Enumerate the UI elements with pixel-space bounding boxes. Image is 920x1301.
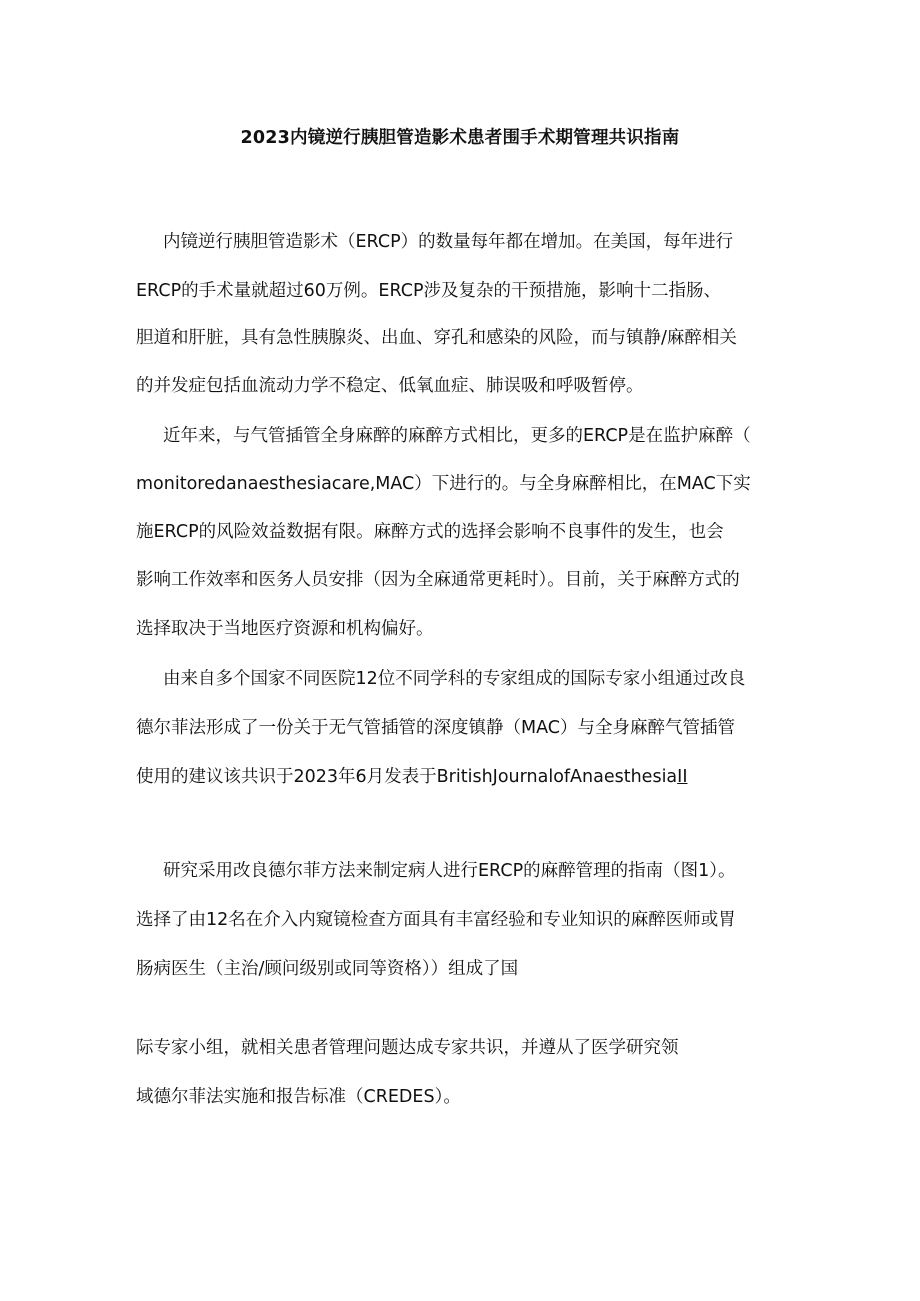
paragraph-2-line-5: 选择取决于当地医疗资源和机构偏好。 bbox=[136, 619, 434, 639]
paragraph-5-line-2: 域德尔菲法实施和报告标准（CREDES）。 bbox=[136, 1087, 461, 1107]
paragraph-3-line-2: 德尔菲法形成了一份关于无气管插管的深度镇静（MAC）与全身麻醉气管插管 bbox=[136, 718, 735, 738]
paragraph-4-line-1: 研究采用改良德尔菲方法来制定病人进行ERCP的麻醉管理的指南（图1）。 bbox=[163, 861, 736, 881]
paragraph-4-line-2: 选择了由12名在介入内窥镜检查方面具有丰富经验和专业知识的麻醉医师或胃 bbox=[136, 910, 736, 930]
paragraph-1-line-2: ERCP的手术量就超过60万例。ERCP涉及复杂的干预措施，影响十二指肠、 bbox=[136, 281, 722, 301]
paragraph-1-line-3: 胆道和肝脏，具有急性胰腺炎、出血、穿孔和感染的风险，而与镇静/麻醉相关 bbox=[136, 328, 737, 348]
paragraph-2-line-3: 施ERCP的风险效益数据有限。麻醉方式的选择会影响不良事件的发生，也会 bbox=[136, 522, 724, 542]
paragraph-3-line-3 bbox=[136, 765, 687, 789]
paragraph-1-line-4: 的并发症包括血流动力学不稳定、低氧血症、肺误吸和呼吸暂停。 bbox=[136, 376, 644, 396]
document-title: 2023内镜逆行胰胆管造影术患者围手术期管理共识指南 bbox=[240, 128, 680, 148]
paragraph-4-line-3: 肠病医生（主治/顾问级别或同等资格））组成了国 bbox=[136, 959, 519, 979]
paragraph-2-line-1: 近年来，与气管插管全身麻醉的麻醉方式相比，更多的ERCP是在监护麻醉（ bbox=[163, 426, 751, 446]
paragraph-1-line-1: 内镜逆行胰胆管造影术（ERCP）的数量每年都在增加。在美国，每年进行 bbox=[163, 232, 734, 252]
paragraph-2-line-2: monitoredanaesthesiacare,MAC）下进行的。与全身麻醉相比，在MAC下实 bbox=[136, 474, 751, 494]
reference-mark: II bbox=[677, 767, 688, 787]
paragraph-3-line-3-text: 使用的建议该共识于2023年6月发表于BritishJournalofAnaesthesia bbox=[136, 767, 678, 787]
paragraph-3-line-1: 由来自多个国家不同医院12位不同学科的专家组成的国际专家小组通过改良 bbox=[163, 669, 746, 689]
paragraph-2-line-4: 影响工作效率和医务人员安排（因为全麻通常更耗时）。目前，关于麻醉方式的 bbox=[136, 570, 740, 590]
paragraph-5-line-1: 际专家小组，就相关患者管理问题达成专家共识，并遵从了医学研究领 bbox=[136, 1038, 679, 1058]
